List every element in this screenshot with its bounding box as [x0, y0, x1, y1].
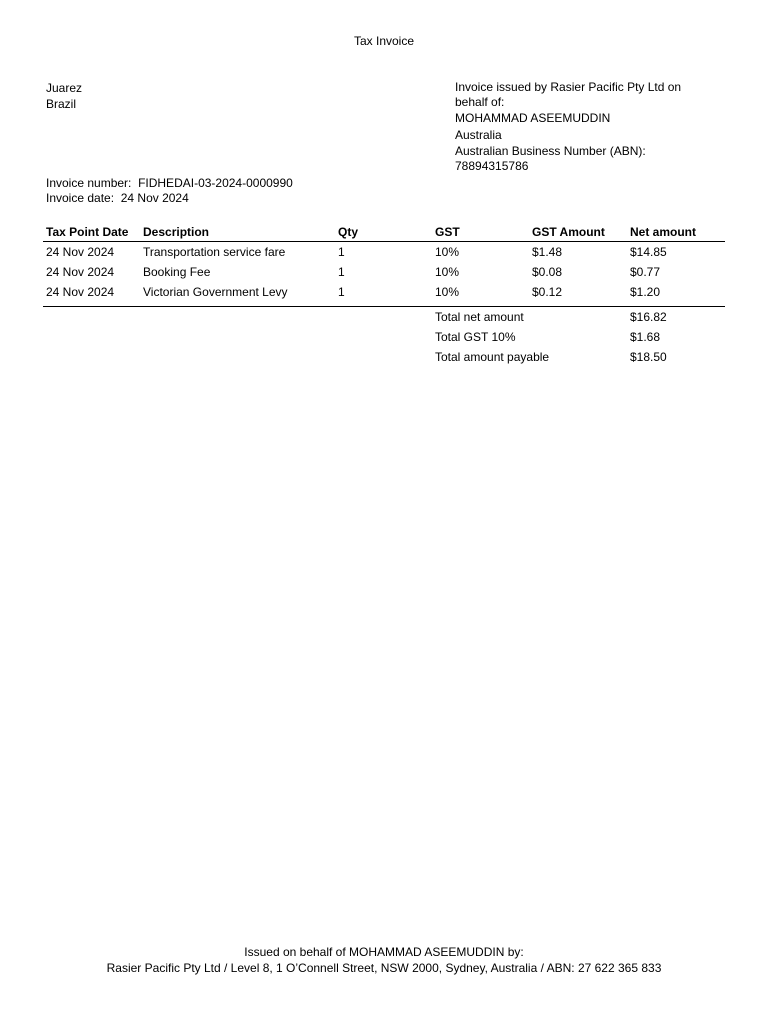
abn-label: Australian Business Number (ABN): [455, 144, 646, 158]
total-gst-row [435, 327, 725, 347]
invoice-meta [46, 176, 293, 206]
footer [0, 944, 768, 976]
total-payable-value: $18.50 [630, 350, 667, 364]
table-row [43, 262, 725, 282]
table-body [43, 242, 725, 302]
header-qty: Qty [338, 225, 359, 239]
total-net-value: $16.82 [630, 310, 667, 324]
header-gst-amount: GST Amount [532, 225, 605, 239]
invoice-table [43, 222, 725, 302]
header-tax-point-date: Tax Point Date [46, 225, 129, 239]
cell-description: Victorian Government Levy [143, 285, 288, 299]
customer-name: Juarez [46, 81, 83, 95]
invoice-date-label: Invoice date: [46, 191, 115, 205]
invoice-number-line [46, 176, 293, 191]
cell-date: 24 Nov 2024 [46, 265, 115, 279]
abn-value: 78894315786 [455, 158, 529, 173]
customer-address [46, 80, 82, 112]
cell-date: 24 Nov 2024 [46, 285, 115, 299]
cell-qty: 1 [338, 265, 345, 279]
issuer-country: Australia [455, 127, 502, 142]
header-net-amount: Net amount [630, 225, 696, 239]
total-payable-row [435, 347, 725, 367]
header-gst: GST [435, 225, 460, 239]
invoice-number-label: Invoice number: [46, 176, 132, 190]
cell-net-amount: $1.20 [630, 285, 661, 299]
header-description: Description [143, 225, 210, 239]
table-row [43, 282, 725, 302]
invoice-number: FIDHEDAI-03-2024-0000990 [138, 176, 293, 190]
total-gst-value: $1.68 [630, 330, 661, 344]
table-row [43, 242, 725, 262]
cell-gst: 10% [435, 285, 460, 299]
total-payable-label: Total amount payable [435, 350, 550, 364]
invoice-date: 24 Nov 2024 [120, 191, 189, 205]
cell-date: 24 Nov 2024 [46, 245, 115, 259]
issuer-statement: Invoice issued by Rasier Pacific Pty Ltd on behalf of: [455, 80, 682, 109]
footer-issued-on-behalf: Issued on behalf of MOHAMMAD ASEEMUDDIN by: [244, 945, 524, 959]
cell-gst: 10% [435, 265, 460, 279]
cell-description: Transportation service fare [143, 245, 286, 259]
issuer-details [455, 80, 715, 173]
total-net-label: Total net amount [435, 310, 524, 324]
cell-qty: 1 [338, 245, 345, 259]
customer-country: Brazil [46, 97, 77, 111]
table-header-row [43, 222, 725, 242]
totals-section [435, 307, 725, 367]
total-gst-label: Total GST 10% [435, 330, 516, 344]
cell-qty: 1 [338, 285, 345, 299]
cell-description: Booking Fee [143, 265, 211, 279]
cell-net-amount: $0.77 [630, 265, 661, 279]
cell-gst: 10% [435, 245, 460, 259]
page-title: Tax Invoice [353, 34, 415, 48]
footer-company-details: Rasier Pacific Pty Ltd / Level 8, 1 O’Connell Street, NSW 2000, Sydney, Australia / ABN: 27 622 365 833 [106, 961, 662, 975]
cell-net-amount: $14.85 [630, 245, 667, 259]
cell-gst-amount: $0.08 [532, 265, 563, 279]
driver-name: MOHAMMAD ASEEMUDDIN [455, 111, 611, 125]
cell-gst-amount: $1.48 [532, 245, 563, 259]
invoice-date-line [46, 191, 293, 206]
cell-gst-amount: $0.12 [532, 285, 563, 299]
total-net-row [435, 307, 725, 327]
